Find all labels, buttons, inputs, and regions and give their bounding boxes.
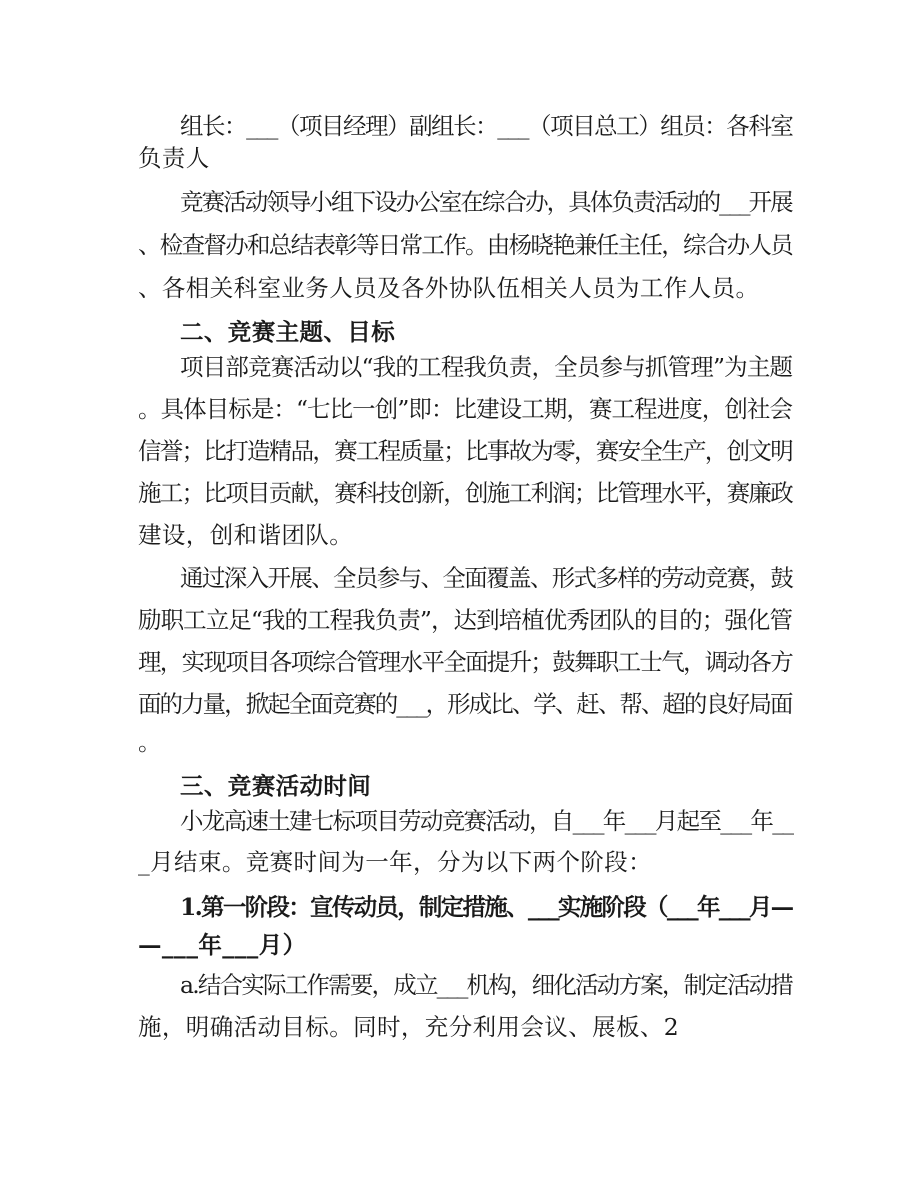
text-line-5: 、各相关科室业务人员及各外协队伍相关人员为工作人员。 <box>138 274 760 302</box>
text-line-15: 面的力量，掀起全面竞赛的___，形成比、学、赶、帮、超的良好局面 <box>138 690 792 718</box>
section-heading-3: 三、竞赛活动时间 <box>180 772 372 800</box>
text-line-1: 组长：___（项目经理）副组长：___（项目总工）组员：各科室 <box>180 112 793 140</box>
section-heading-2: 二、竞赛主题、目标 <box>180 318 396 346</box>
text-line-11: 建设，创和谐团队。 <box>138 521 354 549</box>
text-line-18: 小龙高速土建七标项目劳动竞赛活动，自___年___月起至___年__ <box>180 807 793 835</box>
text-line-12: 通过深入开展、全员参与、全面覆盖、形式多样的劳动竞赛，鼓 <box>180 564 793 592</box>
text-line-19: _月结束。竞赛时间为一年，分为以下两个阶段： <box>138 848 653 876</box>
stage-heading-1-cont: —___年___月） <box>138 931 307 959</box>
text-line-13: 励职工立足“我的工程我负责”，达到培植优秀团队的目的；强化管 <box>138 606 793 634</box>
stage-heading-1: 1.第一阶段：宣传动员，制定措施、___实施阶段（___年___月— <box>180 893 793 921</box>
text-line-3: 竞赛活动领导小组下设办公室在综合办，具体负责活动的___开展 <box>180 188 792 216</box>
text-line-9: 信誉；比打造精品，赛工程质量；比事故为零，赛安全生产，创文明 <box>138 437 792 465</box>
text-line-2: 负责人 <box>138 144 210 172</box>
text-line-8: 。具体目标是：“七比一创”即：比建设工期，赛工程进度，创社会 <box>138 395 793 423</box>
text-line-10: 施工；比项目贡献，赛科技创新，创施工利润；比管理水平，赛廉政 <box>138 479 792 507</box>
text-line-23: 施，明确活动目标。同时，充分利用会议、展板、2 <box>138 1013 680 1041</box>
text-line-22: a.结合实际工作需要，成立___机构，细化活动方案，制定活动措 <box>180 971 793 999</box>
text-line-7: 项目部竞赛活动以“我的工程我负责，全员参与抓管理”为主题 <box>180 353 793 381</box>
text-line-14: 理，实现项目各项综合管理水平全面提升；鼓舞职工士气，调动各方 <box>138 648 792 676</box>
text-line-16: 。 <box>138 728 162 756</box>
text-line-4: 、检查督办和总结表彰等日常工作。由杨晓艳兼任主任，综合办人员 <box>138 231 792 259</box>
